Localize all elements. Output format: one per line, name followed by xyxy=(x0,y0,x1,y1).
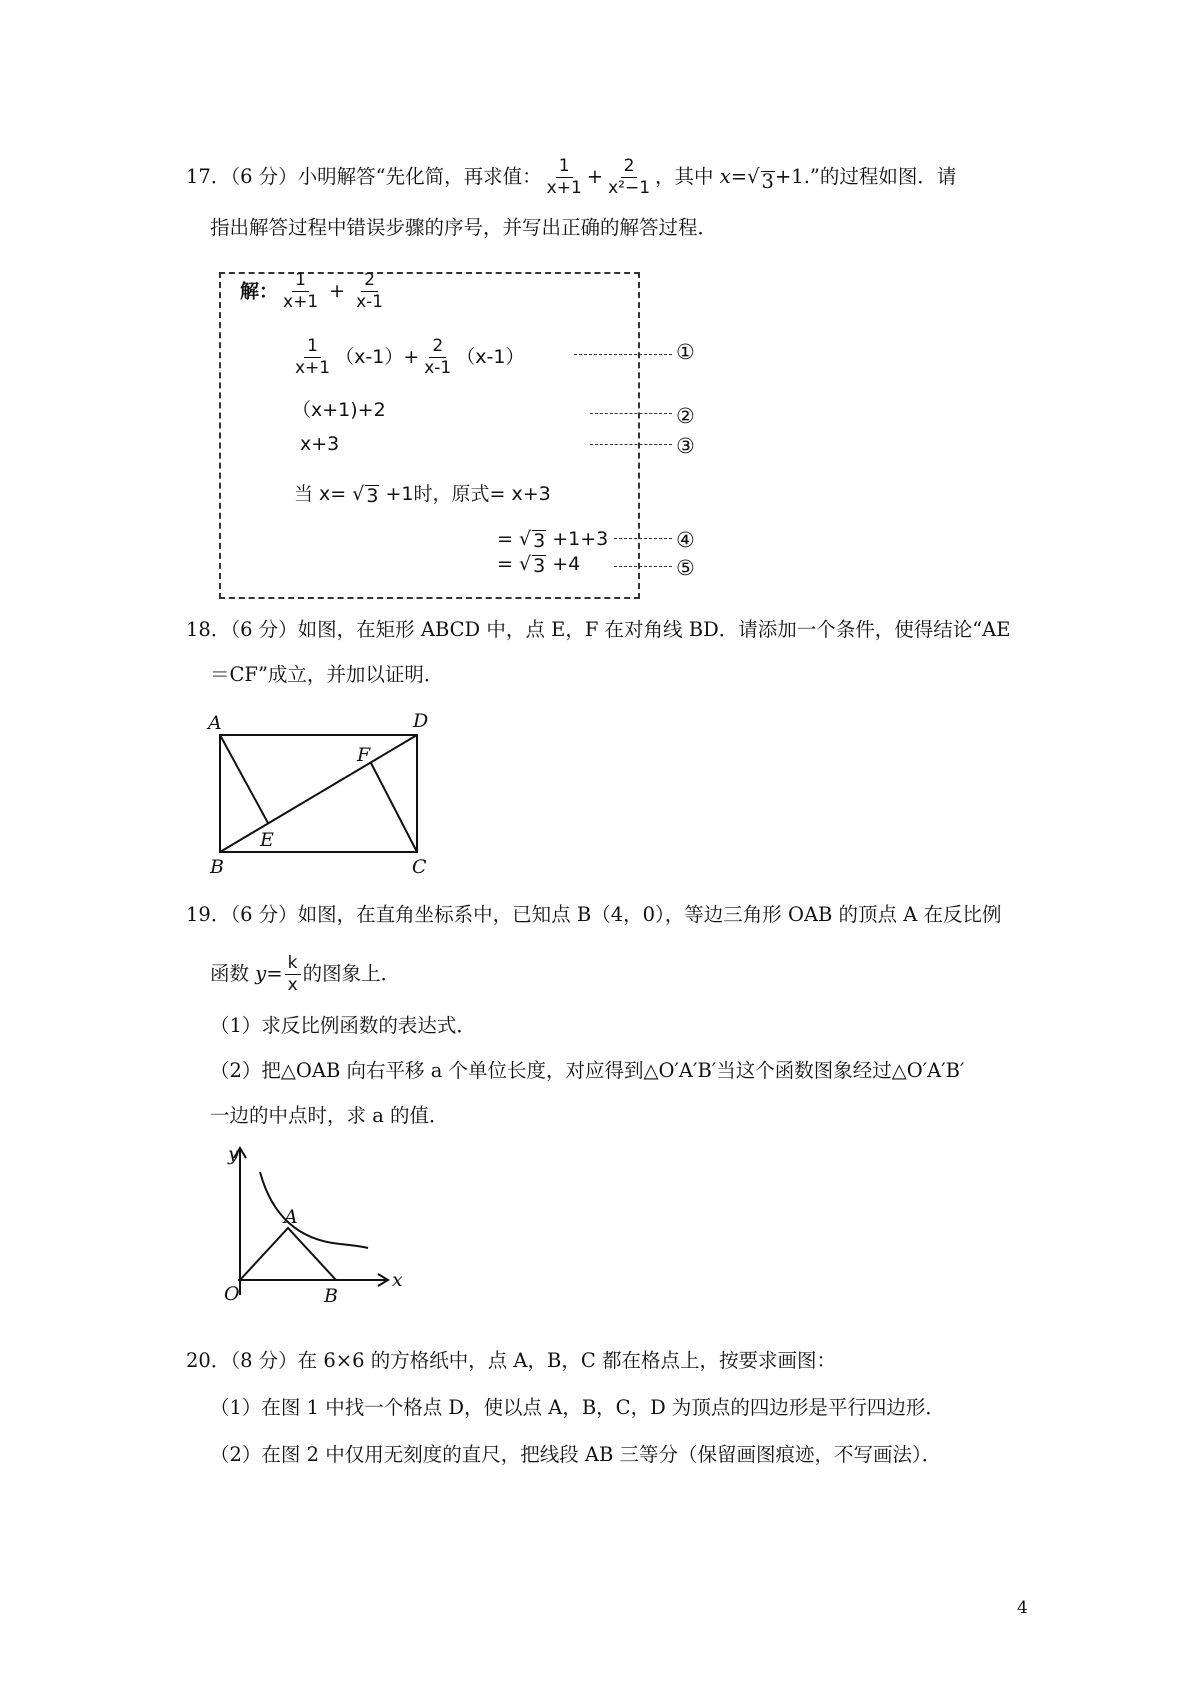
q20-sub2: （2）在图 2 中仅用无刻度的直尺，把线段 AB 三等分（保留画图痕迹，不写画法）． xyxy=(210,1443,942,1466)
label-o: O xyxy=(224,1283,240,1305)
solution-row-6: = √ 3 +4 xyxy=(497,553,581,577)
label-b: B xyxy=(210,856,224,878)
q19-fraction: $\frac{k}{x}$ xyxy=(285,953,301,996)
coordinate-figure xyxy=(200,1140,420,1310)
q19-sub2b: 一边的中点时，求 a 的值． xyxy=(210,1104,449,1127)
page-number: 4 xyxy=(1017,1598,1028,1618)
label-x: x xyxy=(392,1269,403,1291)
q17-line2: 指出解答过程中错误步骤的序号，并写出正确的解答过程． xyxy=(210,216,718,239)
marker-4: ④ xyxy=(676,528,695,552)
hyperbola-curve xyxy=(260,1172,340,1244)
sol-sqrt: √ 3 xyxy=(518,528,546,552)
q17-fraction-1: $\frac{1}{x+1}$ xyxy=(546,156,582,198)
label-a: A xyxy=(284,1206,298,1228)
q19-sub1: （1）求反比例函数的表达式． xyxy=(210,1014,476,1037)
label-y: y xyxy=(228,1143,239,1165)
q20-line1: 20．（8 分）在 6×6 的方格纸中，点 A，B，C 都在格点上，按要求画图： xyxy=(186,1349,836,1372)
sol-sqrt: √ 3 xyxy=(352,483,379,507)
q19-line1: 19．（6 分）如图，在直角坐标系中，已知点 B（4，0），等边三角形 OAB 的顶点 A 在反比例 xyxy=(186,903,1002,926)
solution-row-2: （x+1)+2 xyxy=(292,399,386,421)
marker-3: ③ xyxy=(676,434,695,458)
solution-row-4: 当 x= √ 3 +1时，原式= x+3 xyxy=(294,483,551,507)
solution-row-1: $\frac{1}{x+1}$ （x-1）+ $\frac{2}{x-1}$ （x-1） xyxy=(290,336,524,379)
q18-line1: 18．（6 分）如图，在矩形 ABCD 中，点 E，F 在对角线 BD．请添加一个条件，使得结论“AE xyxy=(186,618,1011,641)
sol-frac: $\frac{2}{x-1}$ xyxy=(424,336,452,378)
solution-row-0: 解： $\frac{1}{x+1}$ + $\frac{2}{x-1}$ xyxy=(240,270,388,313)
label-b: B xyxy=(324,1285,338,1307)
label-a: A xyxy=(208,712,222,734)
marker-2: ② xyxy=(676,404,695,428)
leader-line-3 xyxy=(590,444,672,445)
q19-line2: 函数 y= $\frac{k}{x}$ 的图象上． xyxy=(210,953,401,995)
label-c: C xyxy=(412,856,427,878)
q18-line2: ＝CF”成立，并加以证明． xyxy=(210,663,444,686)
segment-cf xyxy=(371,763,417,852)
sol-frac: $\frac{1}{x+1}$ xyxy=(295,336,331,378)
q17-sqrt: √ 3 xyxy=(747,165,774,193)
q17-line1: 17．（6 分）小明解答“先化简，再求值： $\frac{1}{x+1}$ + $\frac{2}{\text{x²−1}}$ ，其中 x= √ 3 +1.”的过程如图．请 xyxy=(186,156,957,198)
hyperbola-tail xyxy=(340,1244,368,1248)
q20-sub1: （1）在图 1 中找一个格点 D，使以点 A，B，C，D 为顶点的四边形是平行四边形． xyxy=(210,1396,945,1419)
sol-frac: $\frac{1}{x+1}$ xyxy=(283,270,319,312)
sol-frac: $\frac{2}{x-1}$ xyxy=(356,270,384,312)
marker-5: ⑤ xyxy=(676,556,695,580)
leader-line-5 xyxy=(614,566,672,567)
sol-sqrt: √ 3 xyxy=(518,553,546,577)
leader-line-1 xyxy=(574,354,672,355)
triangle-oab xyxy=(240,1228,336,1280)
solution-row-3: x+3 xyxy=(300,433,340,455)
solution-row-5: = √ 3 +1+3 xyxy=(497,528,609,552)
leader-line-4 xyxy=(614,538,672,539)
label-d: D xyxy=(413,710,429,732)
leader-line-2 xyxy=(590,413,672,414)
label-f: F xyxy=(357,744,371,766)
q17-fraction-2: $\frac{2}{\text{x²−1}}$ xyxy=(608,156,651,198)
segment-ae xyxy=(220,735,268,823)
label-e: E xyxy=(260,829,274,851)
marker-1: ① xyxy=(676,340,695,364)
q19-sub2: （2）把△OAB 向右平移 a 个单位长度，对应得到△O′A′B′当这个函数图象经过△O′A′B′ xyxy=(210,1059,965,1082)
rectangle-figure xyxy=(200,705,440,880)
